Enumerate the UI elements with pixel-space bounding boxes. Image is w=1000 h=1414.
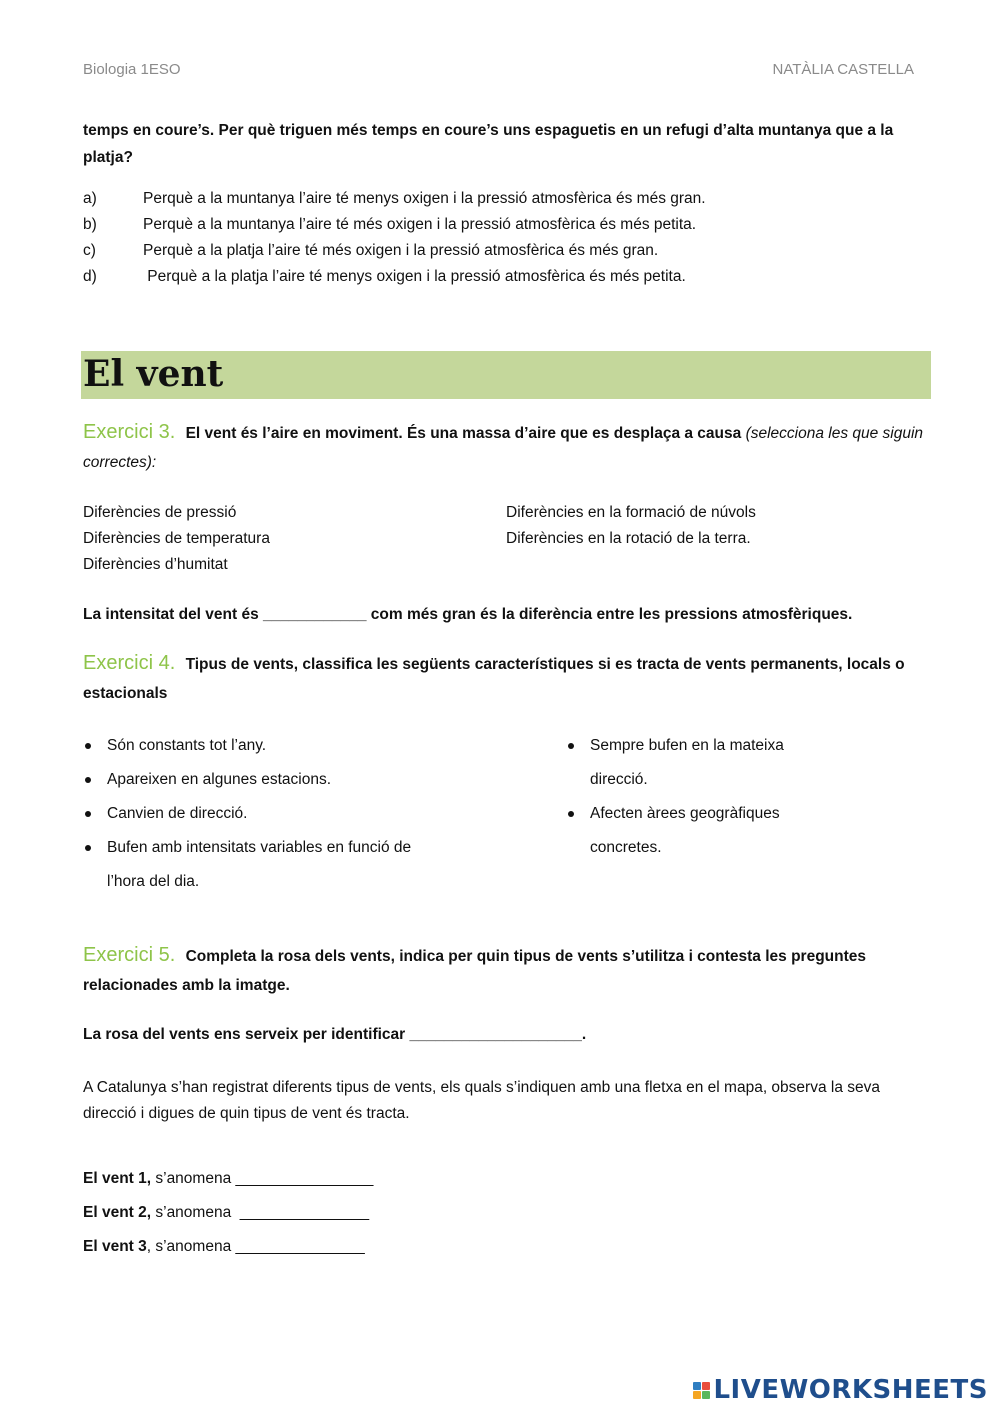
option-a[interactable]: a) Perquè a la muntanya l’aire té menys oxigen i la pressió atmosfèrica és més gran. [83,190,706,207]
list-item[interactable]: Apareixen en algunes estacions. [83,763,423,797]
list-item[interactable]: Sempre bufen en la mateixa direcció. [566,729,826,797]
logo-square-v [693,1391,701,1399]
question-text: temps en coure’s. Per què triguen més temps en coure’s uns espaguetis en un refugi d’alta muntanya que a la platja? [83,122,894,166]
liveworksheets-logo [693,1374,988,1406]
header-left: Biologia 1ESO [83,61,181,78]
catalonia-paragraph: A Catalunya s’han registrat diferents tipus de vents, els quals s’indiquen amb una fletxa en el mapa, observa la seva direcció i digues de quin tipus de vent és tracta. [83,1079,880,1122]
section-band [81,351,931,399]
list-item[interactable]: Són constants tot l’any. [83,729,423,763]
exercise-4-right-list [566,729,826,865]
logo-text: LIVEWORKSHEETS [713,1375,988,1405]
rose-sentence: La rosa del vents ens serveix per identificar ____________________. [83,1026,587,1043]
section-title: El vent [83,353,224,395]
exercise-3-instruction: (selecciona les que siguin correctes): [83,425,924,471]
exercise-4-prompt [83,649,943,708]
logo-mark-icon [693,1382,710,1399]
option-c[interactable]: c) Perquè a la platja l’aire té més oxigen i la pressió atmosfèrica és més gran. [83,242,659,259]
exercise-3-right-options [506,500,756,552]
wind-3-line[interactable]: El vent 3, s’anomena _______________ [83,1238,365,1255]
exercise-5-label: Exercici 5. [83,944,176,966]
exercise-4-left-list [83,729,423,899]
exercise-5-prompt [83,941,943,1000]
logo-square-l [693,1382,701,1390]
option-rotation[interactable]: Diferències en la rotació de la terra. [506,530,751,547]
question-options [83,186,943,290]
header-right: NATÀLIA CASTELLA [772,61,914,78]
wind-answers [83,1162,373,1264]
exercise-4-label: Exercici 4. [83,652,176,674]
option-d[interactable]: d) Perquè a la platja l’aire té menys oxigen i la pressió atmosfèrica és més petita. [83,268,686,285]
exercise-3-prompt [83,418,943,477]
exercise-3-label: Exercici 3. [83,421,176,443]
list-item[interactable]: Afecten àrees geogràfiques concretes. [566,797,826,865]
logo-square-e [702,1391,710,1399]
exercise-3-text: El vent és l’aire en moviment. És una massa d’aire que es desplaça a causa [185,425,742,442]
option-b[interactable]: b) Perquè a la muntanya l’aire té més oxigen i la pressió atmosfèrica és més petita. [83,216,697,233]
list-item[interactable]: Canvien de direcció. [83,797,423,831]
option-humidity[interactable]: Diferències d’humitat [83,556,228,573]
intensity-sentence: La intensitat del vent és ____________ com més gran és la diferència entre les pressions atmosfèriques. [83,606,853,623]
wind-2-line[interactable]: El vent 2, s’anomena _______________ [83,1204,370,1221]
option-pressure[interactable]: Diferències de pressió [83,504,237,521]
option-clouds[interactable]: Diferències en la formació de núvols [506,504,756,521]
logo-square-i [702,1382,710,1390]
exercise-4-text: Tipus de vents, classifica les següents característiques si es tracta de vents permanents, locals o estacionals [83,656,905,702]
option-temperature[interactable]: Diferències de temperatura [83,530,270,547]
exercise-3-left-options [83,500,270,578]
wind-1-line[interactable]: El vent 1, s’anomena ________________ [83,1170,374,1187]
list-item[interactable]: Bufen amb intensitats variables en funció de l’hora del dia. [83,831,423,899]
exercise-5-text: Completa la rosa dels vents, indica per quin tipus de vents s’utilitza i contesta les preguntes relacionades amb la imatge. [83,948,867,994]
